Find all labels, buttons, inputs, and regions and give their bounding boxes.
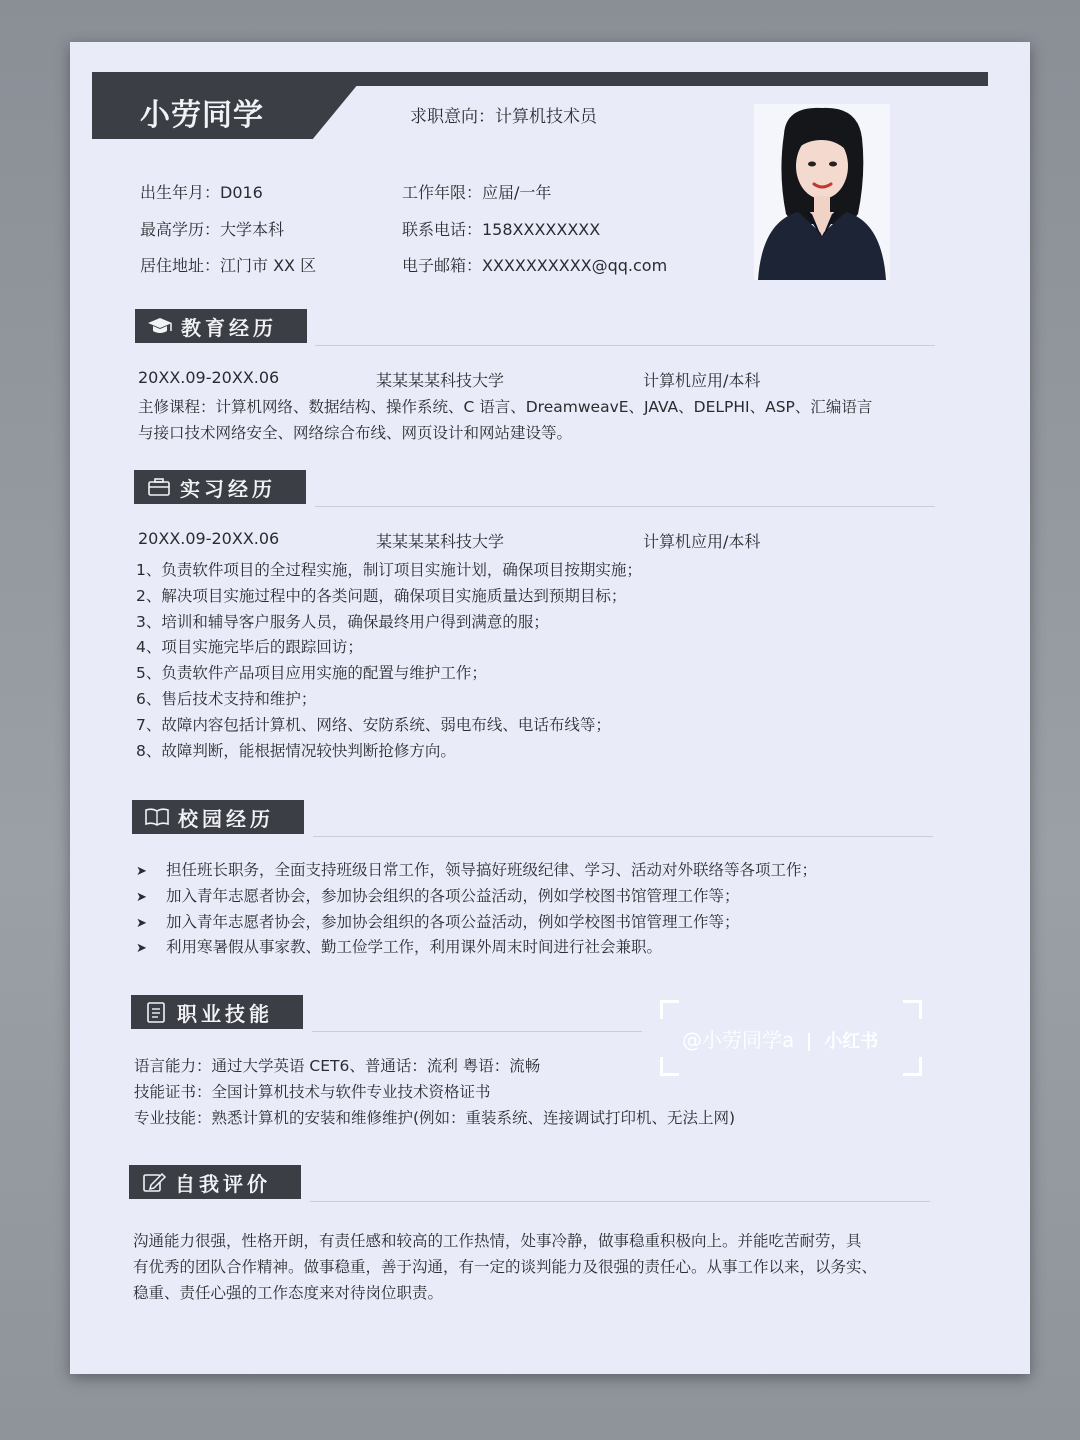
section-title-internship: 实习经历 — [180, 476, 276, 501]
phone-number: 联系电话：158XXXXXXXX — [402, 220, 601, 239]
self-evaluation — [133, 1228, 1013, 1306]
section-divider — [315, 506, 935, 507]
education-school: 某某某某科技大学 — [376, 371, 505, 390]
watermark-text — [682, 1024, 878, 1053]
list-item: 3、培训和辅导客户服务人员，确保最终用户得到满意的服； — [136, 612, 549, 631]
section-divider — [312, 1031, 642, 1032]
resume-paper — [70, 42, 1030, 1374]
portrait-illustration — [754, 104, 890, 280]
self-evaluation-line: 沟通能力很强，性格开朗，有责任感和较高的工作热情，处事冷静，做事稳重积极向上。并能吃苦耐劳，具 — [133, 1232, 862, 1250]
education-major: 计算机应用/本科 — [643, 371, 761, 390]
campus-experience — [136, 858, 817, 961]
list-item: 6、售后技术支持和维护； — [136, 689, 317, 708]
section-title-education: 教育经历 — [181, 315, 277, 340]
section-title-self: 自我评价 — [175, 1171, 271, 1196]
self-evaluation-line: 有优秀的团队合作精神。做事稳重，善于沟通，有一定的谈判能力及很强的责任心。从事工作以来，以务实、 — [133, 1258, 878, 1276]
list-item: 7、故障内容包括计算机、网络、安防系统、弱电布线、电话布线等； — [136, 715, 611, 734]
watermark-separator — [808, 1033, 810, 1051]
arrow-bullet-icon: ➤ — [136, 864, 147, 879]
section-title-skills: 职业技能 — [177, 1001, 273, 1026]
list-item: ➤ 加入青年志愿者协会，参加协会组织的各项公益活动，例如学校图书馆管理工作等； — [136, 884, 817, 910]
list-item: 2、解决项目实施过程中的各类问题，确保项目实施质量达到预期目标； — [136, 586, 627, 605]
education-level: 最高学历：大学本科 — [140, 220, 285, 239]
section-head-education — [135, 309, 307, 343]
internship-period: 20XX.09-20XX.06 — [138, 529, 280, 548]
internship-company: 某某某某科技大学 — [376, 532, 505, 551]
candidate-name: 小劳同学 — [140, 98, 264, 133]
arrow-bullet-icon: ➤ — [136, 889, 147, 905]
arrow-bullet-icon: ➤ — [136, 915, 147, 931]
watermark-corner — [660, 1057, 679, 1076]
watermark — [660, 1000, 922, 1076]
list-item: ➤ 利用寒暑假从事家教、勤工俭学工作，利用课外周末时间进行社会兼职。 — [136, 935, 817, 961]
internship-role: 计算机应用/本科 — [643, 532, 761, 551]
list-item: 8、故障判断，能根据情况较快判断抢修方向。 — [136, 741, 456, 760]
open-book-icon — [144, 806, 170, 828]
internship-duties — [136, 558, 642, 764]
list-item: 4、项目实施完毕后的跟踪回访； — [136, 638, 363, 657]
education-courses — [138, 394, 998, 446]
list-item: 专业技能：熟悉计算机的安装和维修维护(例如：重装系统、连接调试打印机、无法上网) — [134, 1108, 736, 1127]
section-title-campus: 校园经历 — [178, 806, 274, 831]
list-item: ➤ 担任班长职务，全面支持班级日常工作，领导搞好班级纪律、学习、活动对外联络等各项工作； — [136, 858, 817, 884]
section-head-campus — [132, 800, 304, 834]
section-divider — [310, 1201, 930, 1202]
list-item: ➤ 加入青年志愿者协会，参加协会组织的各项公益活动，例如学校图书馆管理工作等； — [136, 910, 817, 936]
section-head-skills — [131, 995, 303, 1029]
education-period: 20XX.09-20XX.06 — [138, 368, 280, 387]
courses-line-2: 与接口技术网络安全、网络综合布线、网页设计和网站建设等。 — [138, 424, 573, 442]
address: 居住地址：江门市 XX 区 — [140, 256, 317, 275]
list-item: 1、负责软件项目的全过程实施，制订项目实施计划，确保项目按期实施； — [136, 561, 642, 579]
watermark-corner — [903, 1000, 922, 1019]
graduation-cap-icon — [147, 315, 173, 337]
list-item: 5、负责软件产品项目应用实施的配置与维护工作； — [136, 664, 487, 683]
watermark-brand: 小红书 — [824, 1031, 879, 1052]
work-years: 工作年限：应届/一年 — [402, 183, 552, 202]
briefcase-icon — [146, 476, 172, 498]
email: 电子邮箱：XXXXXXXXXX@qq.com — [402, 256, 668, 275]
section-head-internship — [134, 470, 306, 504]
job-target: 求职意向：计算机技术员 — [410, 107, 597, 127]
section-divider — [315, 345, 935, 346]
section-divider — [313, 836, 933, 837]
list-item: 语言能力：通过大学英语 CET6、普通话：流利 粤语：流畅 — [134, 1057, 541, 1075]
courses-line-1: 主修课程：计算机网络、数据结构、操作系统、C 语言、DreamweavE、JAVA、DELPHI、ASP、汇编语言 — [138, 398, 873, 416]
list-item: 技能证书：全国计算机技术与软件专业技术资格证书 — [134, 1082, 491, 1101]
skills-list — [134, 1054, 735, 1131]
watermark-corner — [660, 1000, 679, 1019]
self-evaluation-line: 稳重、责任心强的工作态度来对待岗位职责。 — [133, 1284, 444, 1302]
section-head-self — [129, 1165, 301, 1199]
watermark-corner — [903, 1057, 922, 1076]
edit-pencil-icon — [141, 1171, 167, 1193]
watermark-handle: @小劳同学a — [682, 1028, 795, 1052]
birth-date: 出生年月：D016 — [140, 183, 263, 202]
profile-photo — [754, 104, 890, 280]
arrow-bullet-icon: ➤ — [136, 941, 147, 957]
clipboard-list-icon — [143, 1001, 169, 1023]
